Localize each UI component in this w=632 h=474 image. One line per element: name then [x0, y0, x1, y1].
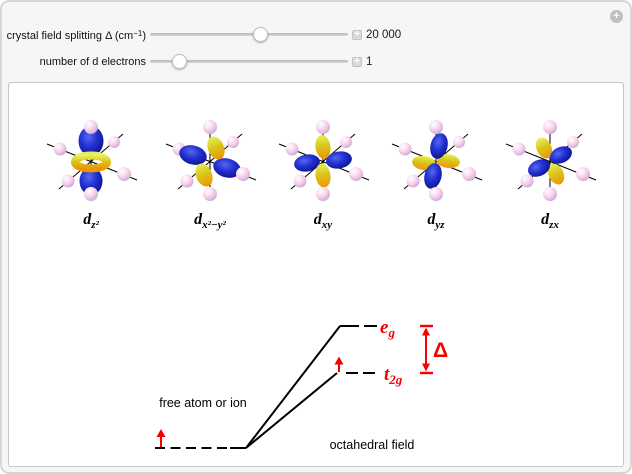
- main-panel: [8, 82, 624, 467]
- orbital-dx2y2: [155, 116, 265, 231]
- d-electrons-value: 1: [366, 56, 373, 68]
- orbital-dyz-image[interactable]: [381, 116, 491, 206]
- delta-arrow-up: [422, 328, 430, 336]
- orbital-label-dz2: $d_{z^2}$: [83, 211, 99, 232]
- orbital-dx2y2-image[interactable]: [155, 116, 265, 206]
- level-lines: [155, 326, 377, 448]
- orbital-dz2-image[interactable]: [36, 116, 146, 206]
- orbital-dxy-image[interactable]: [268, 116, 378, 206]
- free-atom-caption: free atom or ion: [159, 396, 247, 410]
- t2g-level-label: $t_{2g}$: [384, 364, 403, 387]
- orbital-label-dxy: $d_{xy}$: [313, 211, 333, 232]
- energy-level-diagram: [103, 301, 563, 466]
- octahedral-field-caption: octahedral field: [329, 438, 415, 452]
- orbital-dxy: [268, 116, 378, 231]
- electron-arrow-free: [157, 429, 166, 437]
- delta-label: Δ: [433, 339, 449, 362]
- orbital-label-dyz: $d_{yz}$: [427, 211, 445, 232]
- d-electrons-slider[interactable]: [150, 60, 348, 63]
- expand-plus-icon[interactable]: +: [610, 10, 623, 23]
- orbital-label-dzx: $d_{zx}$: [541, 211, 559, 232]
- orbital-dyz: [381, 116, 491, 231]
- expand-field-plus-icon[interactable]: +: [352, 30, 362, 40]
- expand-field-plus-icon[interactable]: +: [352, 57, 362, 67]
- slider-thumb[interactable]: [172, 54, 187, 69]
- d-electrons-label: number of d electrons: [39, 56, 146, 68]
- eg-level-label: $e_g$: [380, 317, 395, 340]
- crystal-field-splitting-label: crystal field splitting Δ $(cm^{-1})$: [6, 29, 146, 42]
- orbital-dzx-image[interactable]: [495, 116, 605, 206]
- orbital-dzx: [495, 116, 605, 231]
- slider-thumb[interactable]: [253, 27, 268, 42]
- crystal-field-splitting-value: 20 000: [366, 29, 402, 41]
- orbital-label-dx2y2: $d_{x^2-y^2}$: [194, 211, 226, 232]
- orbital-dz2: [36, 116, 146, 231]
- crystal-field-splitting-slider[interactable]: [150, 33, 348, 36]
- electron-arrow-t2g: [335, 357, 344, 365]
- delta-arrow-down: [422, 364, 430, 372]
